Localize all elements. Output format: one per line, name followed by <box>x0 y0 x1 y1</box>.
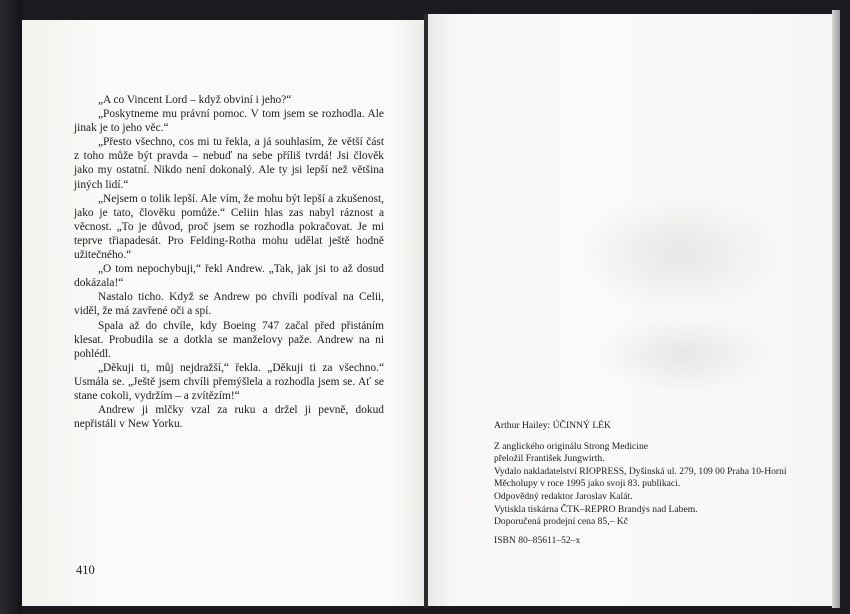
paragraph: Spala až do chvíle, kdy Boeing 747 začal před přistáním klesat. Probudila se a dotkla se manželovy paže. Andrew na ni pohlédl. <box>74 319 384 360</box>
imprint-line: Vytiskla tiskárna ČTK–REPRO Brandýs nad Labem. <box>494 503 698 515</box>
imprint-author-title: Arthur Hailey: ÚČINNÝ LÉK <box>494 420 611 431</box>
imprint-line: Z anglického originálu Strong Medicine <box>494 440 648 452</box>
paragraph: Nastalo ticho. Když se Andrew po chvíli podíval na Celii, viděl, že má zavřené oči a spí. <box>74 291 384 318</box>
book-cover-edge <box>832 10 840 608</box>
book-spine-left <box>0 0 22 614</box>
paragraph: „Nejsem o tolik lepší. Ale vím, že mohu být lepší a zkušenost, jako je tato, člověku pomůže.“ Celiin hlas zas nabyl ráznost a věcnost. „To je důvod, proč jsem se rozhodla pokračovat. Je mi teprve třiapadesát. Pro Felding-Rotha mohu udělat ještě hodně užitečného.“ <box>74 192 384 262</box>
left-page <box>22 20 424 606</box>
paragraph: „Poskytneme mu právní pomoc. V tom jsem se rozhodla. Ale jinak je to jeho věc.“ <box>74 108 384 135</box>
show-through-smudge <box>598 314 768 394</box>
imprint-line: Měcholupy v roce 1995 jako svoji 83. publikaci. <box>494 478 681 490</box>
paragraph: „Děkuji ti, můj nejdražší,“ řekla. „Děkuji ti za všechno.“ Usmála se. „Ještě jsem chvíli přemýšlela a rozhodla jsem se. Ať se stane cokoli, vydržím – a zvítězím!“ <box>74 361 384 402</box>
show-through-smudge <box>578 194 778 314</box>
imprint <box>494 420 794 547</box>
imprint-line: přeložil František Jungwirth. <box>494 453 605 465</box>
imprint-isbn: ISBN 80–85611–52–x <box>494 534 581 546</box>
paragraph: „Přesto všechno, cos mi tu řekla, a já souhlasím, že větší část z toho může být pravda – nebuď na sebe příliš tvrdá! Jsi člověk jako my ostatní. Nikdo není dokonalý. Ale ty jsi lepší než většina jiných lidí.“ <box>74 136 384 191</box>
imprint-line: Doporučená prodejní cena 85,– Kč <box>494 516 628 528</box>
paragraph: „O tom nepochybuji,“ řekl Andrew. „Tak, jak jsi to až dosud dokázala!“ <box>74 263 384 290</box>
paragraph: Andrew ji mlčky vzal za ruku a držel ji pevně, dokud nepřistáli v New Yorku. <box>74 404 384 431</box>
imprint-line: Vydalo nakladatelství RIOPRESS, Dyšinská ul. 279, 109 00 Praha 10-Horní <box>494 465 787 477</box>
paragraph: „A co Vincent Lord – když obviní i jeho?“ <box>98 94 292 106</box>
imprint-line: Odpovědný redaktor Jaroslav Kalát. <box>494 490 633 502</box>
body-text <box>74 93 384 431</box>
page-number: 410 <box>76 563 95 577</box>
